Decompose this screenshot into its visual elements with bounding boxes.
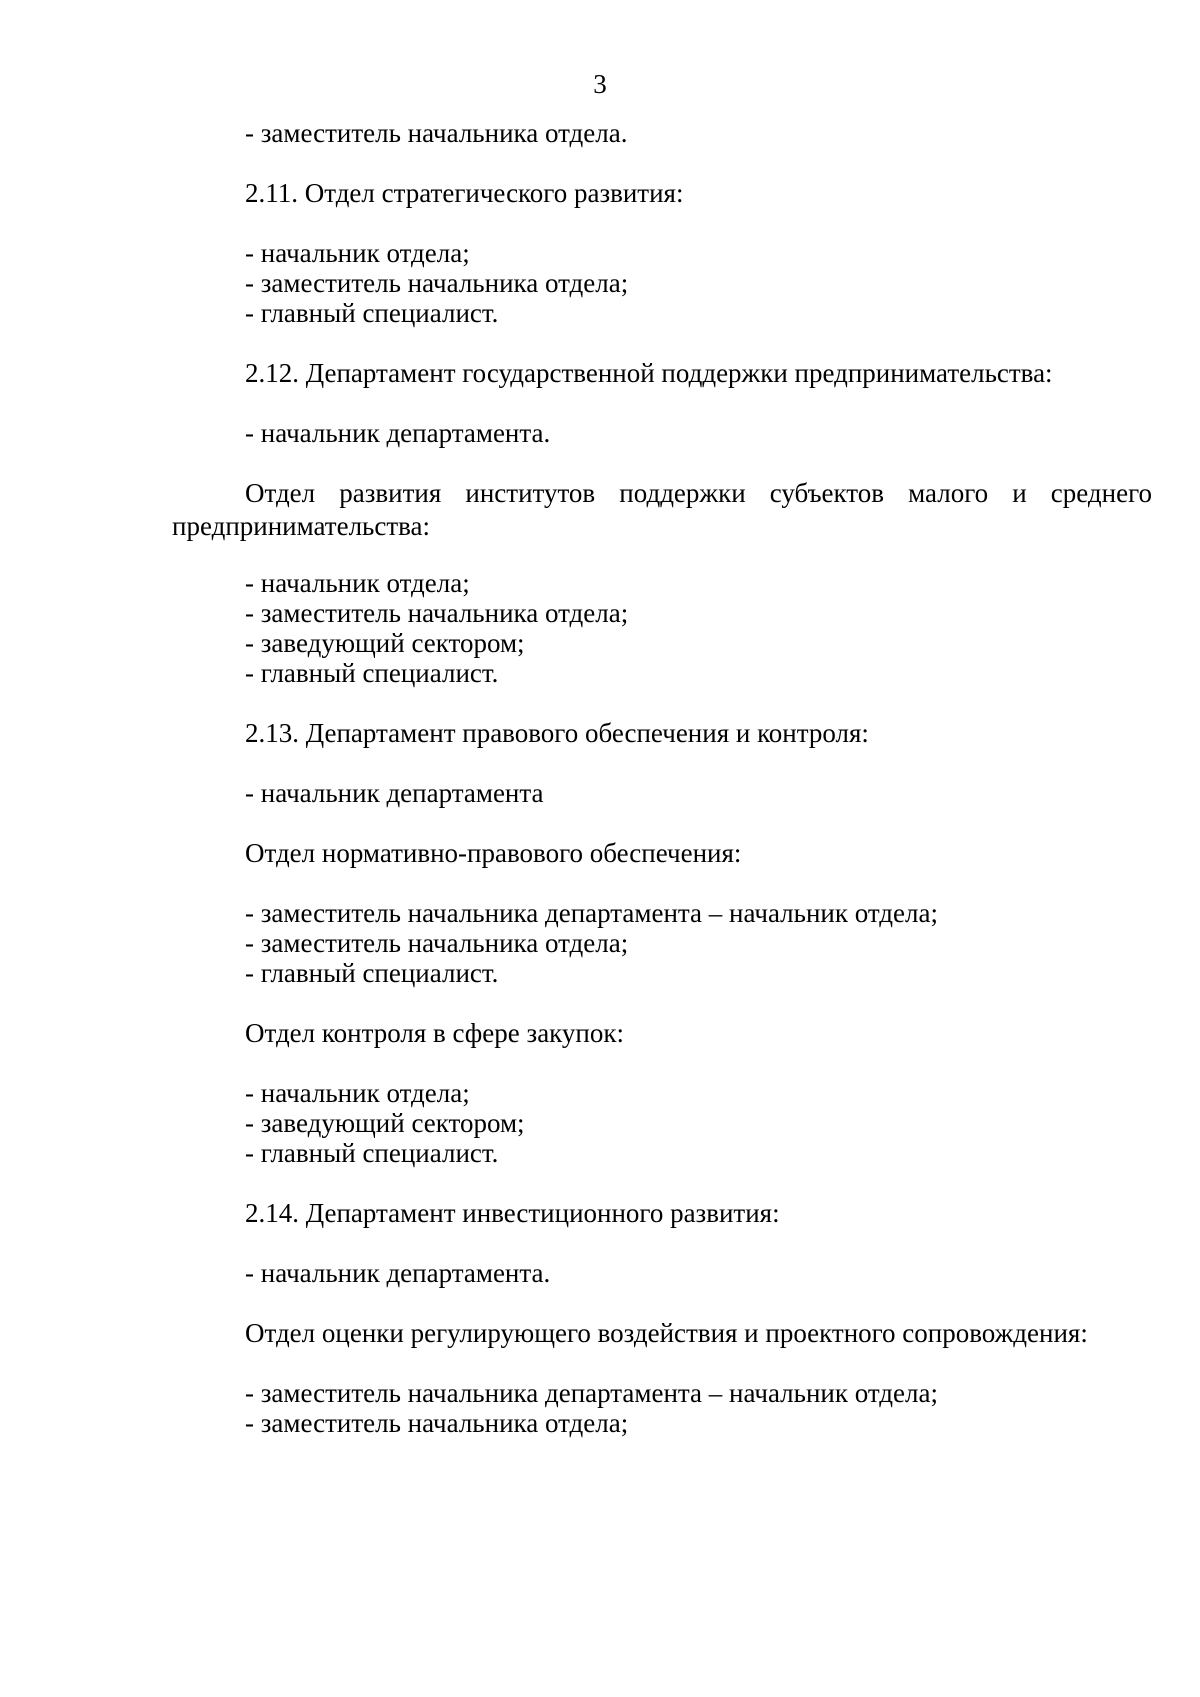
list-item: - заместитель начальника отдела. [245, 118, 628, 148]
list-item: - заместитель начальника департамента – начальник отдела; [245, 1378, 938, 1408]
list-item: - заместитель начальника отдела; [245, 1408, 629, 1438]
list-item: - главный специалист. [245, 1138, 499, 1168]
section-heading: 2.14. Департамент инвестиционного развития: [245, 1198, 780, 1228]
list-item: - начальник департамента. [245, 418, 551, 448]
list-item: - заведующий сектором; [245, 1108, 525, 1138]
list-item: - главный специалист. [245, 658, 499, 688]
section-heading: 2.11. Отдел стратегического развития: [245, 178, 684, 208]
list-item: - начальник отдела; [245, 238, 470, 268]
list-item: - главный специалист. [245, 958, 499, 988]
section-heading: 2.12. Департамент государственной поддержки предпринимательства: [245, 358, 1053, 388]
subsection-heading: Отдел нормативно-правового обеспечения: [245, 838, 742, 868]
section-heading: 2.13. Департамент правового обеспечения и контроля: [245, 718, 869, 748]
list-item: - заместитель начальника департамента – начальник отдела; [245, 898, 938, 928]
list-item: - начальник департамента [245, 778, 544, 808]
list-item: - начальник отдела; [245, 568, 470, 598]
subsection-heading: Отдел контроля в сфере закупок: [245, 1018, 624, 1048]
list-item: - заместитель начальника отдела; [245, 268, 629, 298]
list-item: - главный специалист. [245, 298, 499, 328]
page-number: 3 [593, 69, 607, 99]
list-item: - начальник отдела; [245, 1078, 470, 1108]
paragraph [172, 477, 1152, 543]
list-item: - заведующий сектором; [245, 628, 525, 658]
list-item: - заместитель начальника отдела; [245, 598, 629, 628]
list-item: - заместитель начальника отдела; [245, 928, 629, 958]
paragraph-line: предпринимательства: [172, 511, 431, 541]
subsection-heading: Отдел оценки регулирующего воздействия и проектного сопровождения: [245, 1318, 1088, 1348]
paragraph-line: Отдел развития институтов поддержки субъектов малого и среднего [245, 478, 1152, 508]
list-item: - начальник департамента. [245, 1258, 551, 1288]
